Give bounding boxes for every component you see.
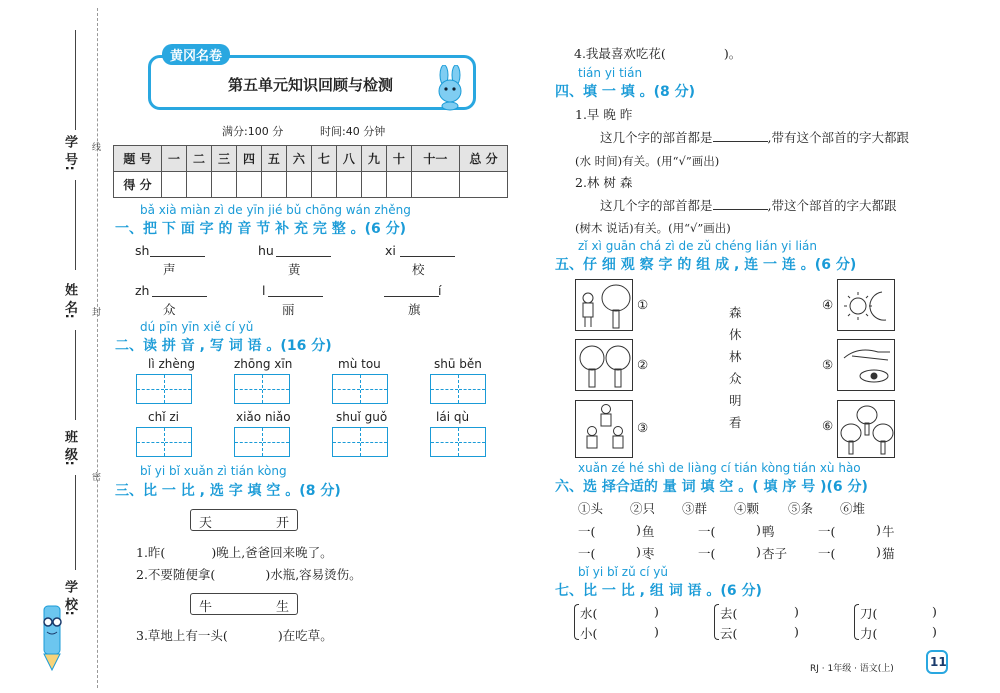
name-line	[75, 330, 76, 420]
s1-blank-6[interactable]	[384, 296, 439, 297]
s5-num-4: ④	[822, 297, 834, 312]
s4-group1: 1.早 晚 昨	[575, 107, 633, 122]
s7-close-1a[interactable]: )	[654, 604, 659, 619]
s1-blank-5[interactable]	[268, 296, 323, 297]
s6-r2-word-1: 枣	[642, 546, 655, 561]
s3-q1-b: )晚上,爸爸回来晚了。	[211, 545, 333, 560]
s1-blank-2[interactable]	[276, 256, 331, 257]
s7-close-2a[interactable]: )	[794, 604, 799, 619]
s3-title: 三、比 一 比 , 选 字 填 空 。(8 分)	[115, 483, 341, 499]
s2-title: 二、读 拼 音 , 写 词 语 。(16 分)	[115, 338, 332, 354]
s3-pair2-b: 生	[275, 600, 289, 615]
s4-g1-blank[interactable]	[713, 141, 768, 142]
s6-r2-prefix-2: 一(	[698, 546, 716, 561]
s2-grid-6[interactable]	[234, 427, 290, 457]
s2-grid-2[interactable]	[234, 374, 290, 404]
score-header-cell: 二	[186, 146, 211, 172]
s1-char-6: 旗	[408, 302, 421, 317]
school-label: 学 校:	[62, 580, 77, 616]
hand-eye-icon	[838, 340, 896, 392]
score-header-cell: 题 号	[114, 146, 162, 172]
s1-pinyin-sh: sh	[135, 243, 150, 258]
score-row-label: 得 分	[114, 172, 162, 198]
s1-char-4: 众	[163, 302, 176, 317]
pencil-mascot-icon	[34, 600, 70, 679]
s1-title: 一、把 下 面 字 的 音 节 补 充 完 整 。(6 分)	[115, 221, 407, 237]
s1-blank-3[interactable]	[400, 256, 455, 257]
brand-logo: 黄冈名卷	[162, 44, 230, 65]
score-header-cell: 十	[386, 146, 411, 172]
s5-num-6: ⑥	[822, 418, 834, 433]
score-header-cell: 七	[311, 146, 336, 172]
s3-q4-b: )。	[723, 46, 742, 61]
s2-pinyin: dú pīn yīn xiě cí yǔ	[140, 320, 254, 334]
s6-option-3: ③群	[682, 501, 708, 516]
dense-mark: 密	[92, 473, 102, 483]
s2-grid-4[interactable]	[430, 374, 486, 404]
s6-r1-prefix-1: 一(	[578, 524, 596, 539]
s3-q1-a: 1.昨(	[136, 545, 166, 560]
s3-pinyin: bǐ yi bǐ xuǎn zì tián kòng	[140, 464, 287, 478]
s7-close-3b[interactable]: )	[932, 624, 937, 639]
s7-title: 七、比 一 比 , 组 词 语 。(6 分)	[555, 583, 762, 599]
s4-pinyin: tián yi tián	[578, 66, 643, 80]
s5-num-5: ⑤	[822, 357, 834, 372]
s3-pair-1	[190, 509, 298, 531]
score-value-row	[114, 172, 508, 198]
s6-r2-word-3: 猫	[882, 546, 895, 561]
s6-r1-close-3[interactable]: )	[876, 522, 881, 537]
rabbit-icon	[428, 65, 474, 115]
s5-num-1: ①	[637, 297, 649, 312]
s3-pair-2	[190, 593, 298, 615]
s7-close-1b[interactable]: )	[654, 624, 659, 639]
s1-char-1: 声	[163, 262, 176, 277]
score-cell[interactable]	[361, 172, 386, 198]
s7-word-3a: 刀(	[860, 606, 878, 621]
score-header-cell: 总 分	[460, 146, 508, 172]
sun-moon-icon	[838, 280, 896, 332]
number-line-2	[75, 180, 76, 270]
binding-dashed-line	[97, 8, 98, 688]
score-cell[interactable]	[186, 172, 211, 198]
s6-r1-prefix-3: 一(	[818, 524, 836, 539]
s6-option-1: ①头	[578, 501, 604, 516]
s2-grid-7[interactable]	[332, 427, 388, 457]
full-score: 满分:100 分	[222, 125, 284, 138]
s4-group2: 2.林 树 森	[575, 175, 633, 190]
score-header-row	[114, 146, 508, 172]
s1-pinyin-zh: zh	[135, 283, 150, 298]
s4-g1-b: ,带有这个部首的字大都跟	[767, 130, 909, 145]
s6-r1-prefix-2: 一(	[698, 524, 716, 539]
s5-title: 五、仔 细 观 察 字 的 组 成 , 连 一 连 。(6 分)	[555, 257, 857, 273]
s5-pinyin: zǐ xì guān chá zì de zǔ chéng lián yi lián	[578, 239, 817, 253]
s7-brace-1	[574, 604, 579, 640]
s2-word-7: shuǐ guǒ	[336, 410, 388, 424]
s3-pair2-a: 牛	[199, 600, 213, 615]
s3-q2	[136, 565, 362, 583]
two-trees-icon	[576, 340, 634, 392]
s7-brace-2	[714, 604, 719, 640]
s3-q1	[136, 543, 333, 561]
score-table	[113, 145, 508, 198]
s5-char-6[interactable]: 看	[729, 415, 742, 430]
score-cell[interactable]	[311, 172, 336, 198]
s6-option-4: ④颗	[734, 501, 760, 516]
s7-close-3a[interactable]: )	[932, 604, 937, 619]
s2-word-5: chǐ zi	[148, 410, 179, 424]
s4-g1-line	[600, 128, 909, 146]
s6-r2-close-3[interactable]: )	[876, 544, 881, 559]
seal-mark: 封	[92, 308, 102, 318]
s5-char-5[interactable]: 明	[729, 393, 742, 408]
s2-grid-1[interactable]	[136, 374, 192, 404]
class-line	[75, 475, 76, 570]
score-cell[interactable]	[286, 172, 311, 198]
s6-r2-prefix-1: 一(	[578, 546, 596, 561]
s6-title: 六、选 择合适的 量 词 填 空 。( 填 序 号 )(6 分)	[555, 479, 868, 495]
s2-grid-5[interactable]	[136, 427, 192, 457]
score-header-cell: 四	[236, 146, 261, 172]
s7-close-2b[interactable]: )	[794, 624, 799, 639]
s4-g2-choice[interactable]: (树木 说话)有关。(用“√”画出)	[575, 221, 731, 235]
s7-pinyin: bǐ yi bǐ zǔ cí yǔ	[578, 565, 668, 579]
s5-char-2[interactable]: 休	[729, 327, 742, 342]
score-cell[interactable]	[261, 172, 286, 198]
three-people-icon	[576, 401, 634, 459]
three-trees-icon	[838, 401, 896, 459]
s7-word-1b: 小(	[580, 626, 598, 641]
s5-picture-4[interactable]	[837, 279, 895, 331]
s6-option-6: ⑥堆	[840, 501, 866, 516]
s3-q3-a: 3.草地上有一头(	[136, 628, 228, 643]
s2-word-1: lì zhèng	[148, 357, 195, 371]
s7-word-2b: 云(	[720, 626, 738, 641]
score-header-cell: 十一	[411, 146, 459, 172]
name-label: 姓 名:	[62, 283, 77, 319]
score-header-cell: 一	[162, 146, 187, 172]
s5-picture-6[interactable]	[837, 400, 895, 458]
s4-g2-blank[interactable]	[713, 209, 768, 210]
score-cell[interactable]	[411, 172, 459, 198]
s1-blank-1[interactable]	[150, 256, 205, 257]
score-header-cell: 三	[211, 146, 236, 172]
page-number-badge	[926, 650, 948, 674]
score-cell[interactable]	[460, 172, 508, 198]
s2-word-3: mù tou	[338, 357, 381, 371]
score-cell[interactable]	[211, 172, 236, 198]
s1-pinyin-l: l	[262, 283, 266, 298]
s5-char-3[interactable]: 林	[729, 349, 742, 364]
s1-pinyin-xi: xi	[385, 243, 396, 258]
s6-r1-word-1: 鱼	[642, 524, 655, 539]
score-header-cell: 九	[361, 146, 386, 172]
s1-blank-4[interactable]	[152, 296, 207, 297]
s3-pair1-b: 开	[275, 516, 289, 531]
score-header-cell: 五	[261, 146, 286, 172]
score-cell[interactable]	[162, 172, 187, 198]
s6-option-2: ②只	[630, 501, 656, 516]
s5-char-4[interactable]: 众	[729, 371, 742, 386]
s4-g2-line	[600, 196, 897, 214]
s6-r2-prefix-3: 一(	[818, 546, 836, 561]
number-line	[75, 30, 76, 130]
s6-r1-close-1[interactable]: )	[636, 522, 641, 537]
class-label: 班 级:	[62, 430, 77, 466]
s7-word-3b: 力(	[860, 626, 878, 641]
s5-num-2: ②	[637, 357, 649, 372]
s6-r2-close-1[interactable]: )	[636, 544, 641, 559]
s5-picture-1[interactable]	[575, 279, 633, 331]
s4-g1-a: 这几个字的部首都是	[600, 130, 713, 145]
s3-q2-a: 2.不要随便拿(	[136, 567, 216, 582]
s6-option-5: ⑤条	[788, 501, 814, 516]
line-mark: 线	[92, 143, 102, 153]
footer-edition: RJ · 1年级 · 语文(上)	[810, 664, 894, 674]
s3-q4	[574, 44, 741, 62]
s5-picture-5[interactable]	[837, 339, 895, 391]
s6-pinyin-a: xuǎn zé hé shì de liàng cí tián kòng	[578, 461, 791, 475]
s2-grid-8[interactable]	[430, 427, 486, 457]
score-cell[interactable]	[236, 172, 261, 198]
s6-r1-word-3: 牛	[882, 524, 895, 539]
score-cell[interactable]	[386, 172, 411, 198]
s3-q4-a: 4.我最喜欢吃花(	[574, 46, 666, 61]
s7-brace-3	[854, 604, 859, 640]
exam-time: 时间:40 分钟	[320, 125, 386, 138]
s4-g2-a: 这几个字的部首都是	[600, 198, 713, 213]
score-header-cell: 六	[286, 146, 311, 172]
s2-grid-3[interactable]	[332, 374, 388, 404]
s1-char-5: 丽	[282, 302, 295, 317]
number-label: 学 号:	[62, 135, 77, 171]
s3-q3-b: )在吃草。	[277, 628, 333, 643]
score-header-cell: 八	[336, 146, 361, 172]
s7-word-1a: 水(	[580, 606, 598, 621]
page-number: 11	[930, 655, 947, 669]
s5-picture-2[interactable]	[575, 339, 633, 391]
s2-word-2: zhōng xīn	[234, 357, 293, 371]
s1-pinyin: bǎ xià miàn zì de yīn jié bǔ chōng wán zhěng	[140, 203, 411, 217]
score-cell[interactable]	[336, 172, 361, 198]
s2-word-6: xiǎo niǎo	[236, 410, 291, 424]
s5-char-1[interactable]: 森	[729, 305, 742, 320]
s5-picture-3[interactable]	[575, 400, 633, 458]
s3-q2-b: )水瓶,容易烫伤。	[265, 567, 362, 582]
s7-word-2a: 去(	[720, 606, 738, 621]
s3-q3	[136, 626, 333, 644]
s5-num-3: ③	[637, 420, 649, 435]
s6-r2-word-2: 杏子	[762, 546, 788, 561]
s6-r2-close-2[interactable]: )	[756, 544, 761, 559]
s2-word-4: shū běn	[434, 357, 482, 371]
s1-char-3: 校	[412, 262, 425, 277]
s3-pair1-a: 天	[199, 516, 213, 531]
s1-pinyin-i: í	[438, 283, 442, 298]
page-title: 第五单元知识回顾与检测	[228, 76, 394, 94]
s4-title: 四、填 一 填 。(8 分)	[555, 84, 696, 100]
s1-pinyin-hu: hu	[258, 243, 274, 258]
s4-g2-b: ,带这个部首的字大都跟	[767, 198, 897, 213]
s2-word-8: lái qù	[436, 410, 470, 424]
person-tree-icon	[576, 280, 634, 332]
s6-r1-close-2[interactable]: )	[756, 522, 761, 537]
s4-g1-choice[interactable]: (水 时间)有关。(用“√”画出)	[575, 154, 720, 168]
s1-char-2: 黄	[288, 262, 301, 277]
s6-r1-word-2: 鸭	[762, 524, 775, 539]
s6-pinyin-b: tián xù hào	[793, 461, 861, 475]
